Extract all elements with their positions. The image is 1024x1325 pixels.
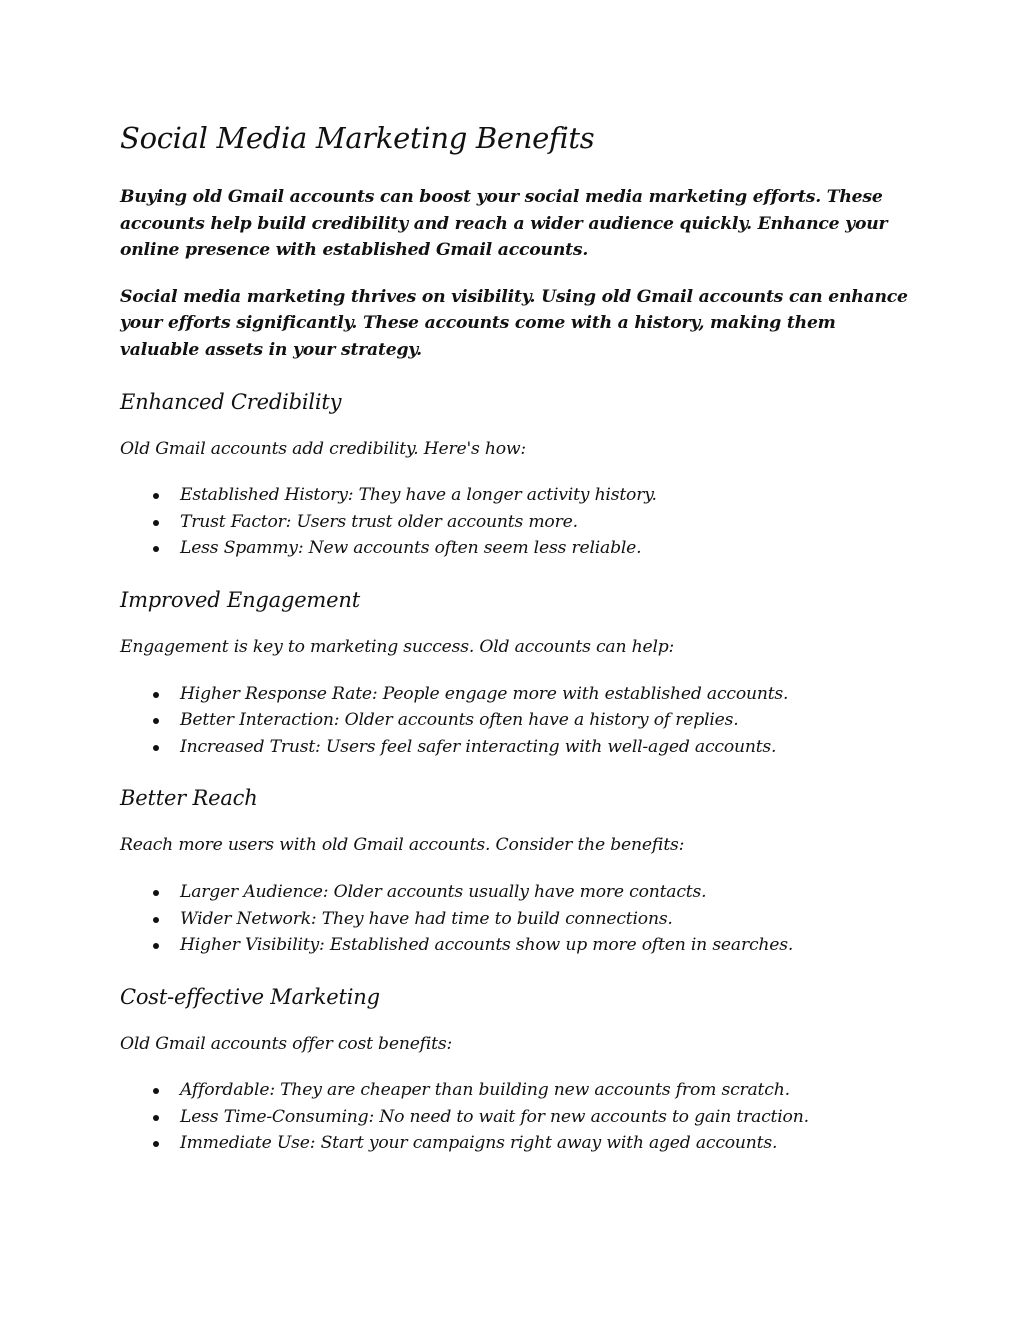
list-item-text: Increased Trust: Users feel safer interacting with well-aged accounts. <box>180 736 777 757</box>
bullet-icon <box>153 520 159 526</box>
page-title: Social Media Marketing Benefits <box>120 121 595 155</box>
list-item <box>120 932 910 959</box>
section-intro: Old Gmail accounts offer cost benefits: <box>120 1033 453 1054</box>
bullet-icon <box>153 1088 159 1094</box>
section-heading: Cost-effective Marketing <box>120 984 380 1009</box>
bullet-list <box>120 482 910 562</box>
list-item <box>120 482 910 509</box>
list-item-text: Higher Visibility: Established accounts show up more often in searches. <box>180 935 794 956</box>
section-improved-engagement <box>120 584 910 760</box>
bullet-icon <box>153 1115 159 1121</box>
bullet-icon <box>153 890 159 896</box>
intro-paragraph: Social media marketing thrives on visibility. Using old Gmail accounts can enhance your efforts significantly. These accounts come with a history, making them valuable assets in your strategy. <box>120 286 908 360</box>
list-item-text: Larger Audience: Older accounts usually have more contacts. <box>180 881 707 902</box>
intro-paragraph: Buying old Gmail accounts can boost your social media marketing efforts. These accounts help build credibility and reach a wider audience quickly. Enhance your online presence with established Gmail accounts. <box>120 187 888 261</box>
bullet-icon <box>153 1141 159 1147</box>
section-cost-effective-marketing <box>120 981 910 1157</box>
bullet-icon <box>153 917 159 923</box>
section-heading: Enhanced Credibility <box>120 389 342 414</box>
list-item-text: Better Interaction: Older accounts often have a history of replies. <box>180 710 739 731</box>
bullet-list <box>120 879 910 959</box>
section-enhanced-credibility <box>120 386 910 562</box>
document-page <box>120 118 910 1177</box>
bullet-list <box>120 1077 910 1157</box>
section-intro: Old Gmail accounts add credibility. Here's how: <box>120 438 527 459</box>
list-item-text: Less Spammy: New accounts often seem less reliable. <box>180 538 642 559</box>
section-heading: Improved Engagement <box>120 587 360 612</box>
bullet-icon <box>153 745 159 751</box>
list-item-text: Wider Network: They have had time to build connections. <box>180 908 673 929</box>
bullet-icon <box>153 692 159 698</box>
list-item <box>120 1130 910 1157</box>
list-item <box>120 681 910 708</box>
section-better-reach <box>120 782 910 958</box>
bullet-icon <box>153 718 159 724</box>
list-item-text: Established History: They have a longer activity history. <box>180 485 657 506</box>
section-heading: Better Reach <box>120 786 258 811</box>
section-intro: Engagement is key to marketing success. Old accounts can help: <box>120 636 675 657</box>
list-item <box>120 707 910 734</box>
list-item <box>120 509 910 536</box>
list-item <box>120 1077 910 1104</box>
list-item <box>120 906 910 933</box>
list-item-text: Trust Factor: Users trust older accounts more. <box>180 511 578 532</box>
list-item <box>120 535 910 562</box>
list-item <box>120 879 910 906</box>
bullet-icon <box>153 493 159 499</box>
list-item-text: Affordable: They are cheaper than building new accounts from scratch. <box>180 1080 790 1101</box>
section-intro: Reach more users with old Gmail accounts. Consider the benefits: <box>120 835 685 856</box>
bullet-icon <box>153 546 159 552</box>
list-item-text: Less Time-Consuming: No need to wait for new accounts to gain traction. <box>180 1106 809 1127</box>
list-item-text: Higher Response Rate: People engage more with established accounts. <box>180 683 789 704</box>
bullet-icon <box>153 943 159 949</box>
bullet-list <box>120 681 910 761</box>
list-item <box>120 1104 910 1131</box>
list-item <box>120 734 910 761</box>
list-item-text: Immediate Use: Start your campaigns right away with aged accounts. <box>180 1133 778 1154</box>
